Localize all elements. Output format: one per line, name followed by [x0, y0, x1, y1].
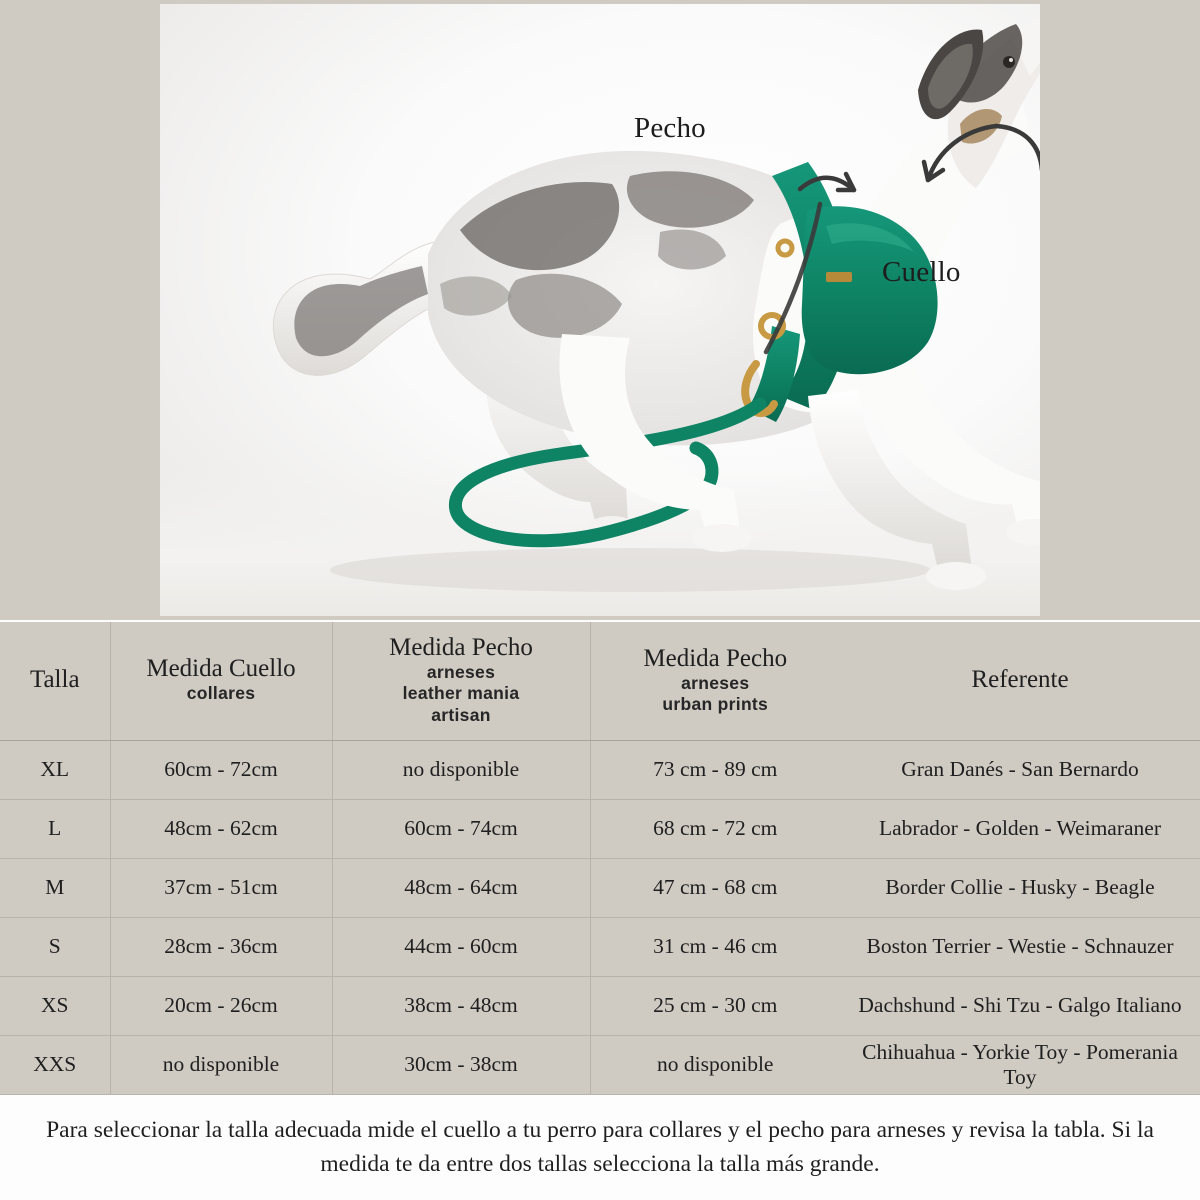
cell-size: M	[0, 858, 110, 917]
cell-size: XS	[0, 976, 110, 1035]
table-row	[0, 976, 1200, 1035]
cell-chest-leather: 30cm - 38cm	[332, 1035, 590, 1094]
header-talla-label: Talla	[29, 665, 80, 693]
cell-neck: 20cm - 26cm	[110, 976, 332, 1035]
header-talla	[0, 622, 110, 740]
cell-chest-urban: 73 cm - 89 cm	[590, 740, 840, 799]
cell-reference: Boston Terrier - Westie - Schnauzer	[840, 917, 1200, 976]
cell-chest-urban: 47 cm - 68 cm	[590, 858, 840, 917]
header-medida-pecho-urban-main: Medida Pecho	[643, 644, 788, 672]
header-medida-cuello-main: Medida Cuello	[146, 655, 296, 683]
header-medida-cuello	[110, 622, 332, 740]
header-medida-pecho-urban-sub1: arneses	[681, 672, 750, 693]
header-referente	[840, 622, 1200, 740]
neck-label: Cuello	[882, 256, 961, 288]
cell-size: XXS	[0, 1035, 110, 1094]
header-referente-label: Referente	[971, 665, 1069, 693]
footer-note-text: Para seleccionar la talla adecuada mide el cuello a tu perro para collares y el pecho para arneses y revisa la tabla. Si la medida te da entre dos tallas selecciona la talla más grande.	[46, 1117, 1154, 1178]
cell-reference: Dachshund - Shi Tzu - Galgo Italiano	[840, 976, 1200, 1035]
cell-neck: 60cm - 72cm	[110, 740, 332, 799]
cell-reference: Labrador - Golden - Weimaraner	[840, 799, 1200, 858]
cell-reference: Border Collie - Husky - Beagle	[840, 858, 1200, 917]
cell-chest-leather: 44cm - 60cm	[332, 917, 590, 976]
cell-size: L	[0, 799, 110, 858]
cell-size: S	[0, 917, 110, 976]
cell-size: XL	[0, 740, 110, 799]
table-row	[0, 799, 1200, 858]
header-medida-pecho-leather-sub2: leather mania	[402, 683, 520, 704]
cell-reference: Chihuahua - Yorkie Toy - Pomerania Toy	[840, 1035, 1200, 1094]
table-row	[0, 1035, 1200, 1094]
cell-chest-urban: 31 cm - 46 cm	[590, 917, 840, 976]
dog-illustration	[160, 4, 1040, 616]
header-medida-pecho-urban	[590, 622, 840, 740]
cell-chest-leather: 48cm - 64cm	[332, 858, 590, 917]
table-row	[0, 917, 1200, 976]
header-medida-pecho-leather-main: Medida Pecho	[389, 633, 533, 661]
table-row	[0, 740, 1200, 799]
table-header-row	[0, 622, 1200, 740]
header-medida-pecho-urban-sub2: urban prints	[662, 694, 769, 715]
cell-neck: no disponible	[110, 1035, 332, 1094]
cell-neck: 37cm - 51cm	[110, 858, 332, 917]
header-medida-cuello-sub: collares	[186, 683, 256, 704]
header-medida-pecho-leather-sub3: artisan	[431, 705, 491, 726]
cell-neck: 48cm - 62cm	[110, 799, 332, 858]
cell-neck: 28cm - 36cm	[110, 917, 332, 976]
dog-photo	[160, 4, 1040, 616]
cell-chest-urban: 68 cm - 72 cm	[590, 799, 840, 858]
cell-chest-leather: no disponible	[332, 740, 590, 799]
cell-chest-urban: 25 cm - 30 cm	[590, 976, 840, 1035]
table-row	[0, 858, 1200, 917]
chest-label: Pecho	[634, 112, 706, 144]
size-table-section	[0, 622, 1200, 1095]
footer-note-section	[0, 1095, 1200, 1200]
size-table	[0, 622, 1200, 1095]
cell-reference: Gran Danés - San Bernardo	[840, 740, 1200, 799]
cell-chest-urban: no disponible	[590, 1035, 840, 1094]
header-medida-pecho-leather-sub1: arneses	[426, 661, 496, 682]
cell-chest-leather: 38cm - 48cm	[332, 976, 590, 1035]
cell-chest-leather: 60cm - 74cm	[332, 799, 590, 858]
header-medida-pecho-leather	[332, 622, 590, 740]
